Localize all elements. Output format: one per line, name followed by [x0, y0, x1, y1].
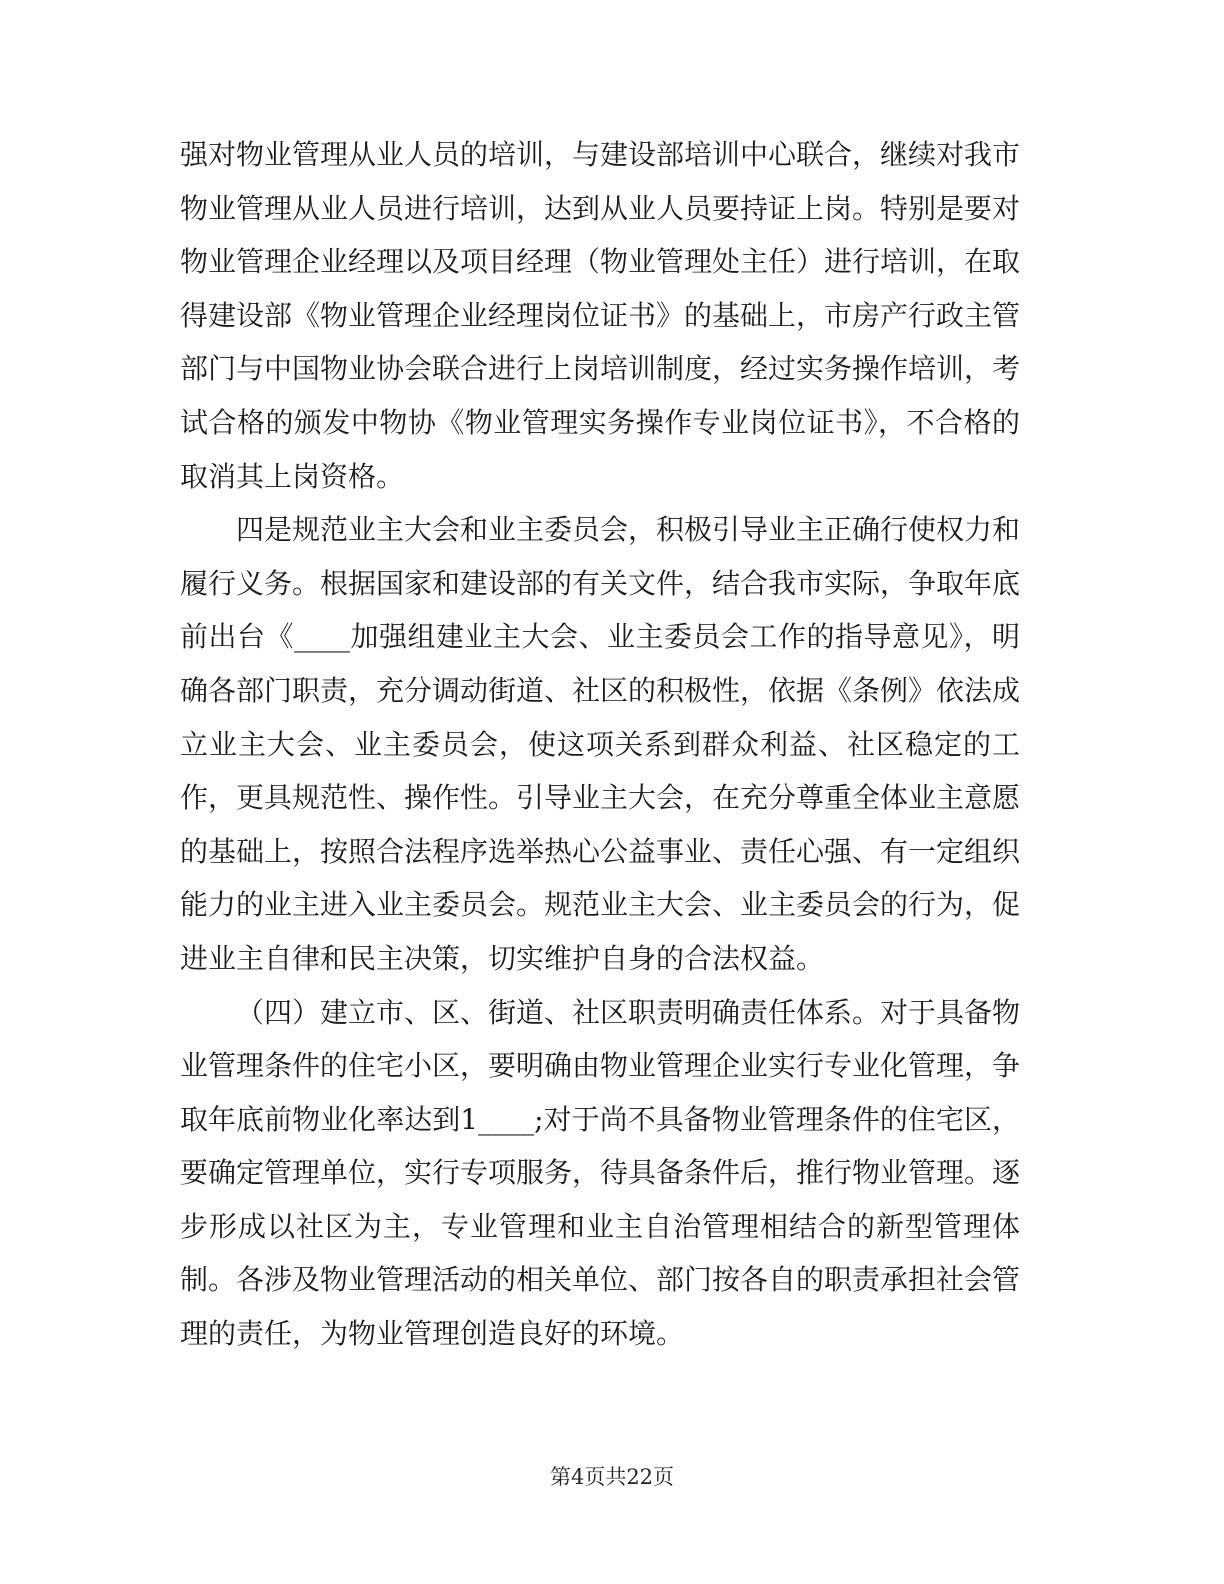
body-text	[180, 128, 1020, 1361]
paragraph-owners-assembly: 四是规范业主大会和业主委员会，积极引导业主正确行使权力和履行义务。根据国家和建设部的有关文件，结合我市实际，争取年底前出台《____加强组建业主大会、业主委员会工作的指导意见》，明确各部门职责，充分调动街道、社区的积极性，依据《条例》依法成立业主大会、业主委员会，使这项关系到群众利益、社区稳定的工作，更具规范性、操作性。引导业主大会，在充分尊重全体业主意愿的基础上，按照合法程序选举热心公益事业、责任心强、有一定组织能力的业主进入业主委员会。规范业主大会、业主委员会的行为，促进业主自律和民主决策，切实维护自身的合法权益。	[180, 513, 1021, 975]
page-number: 第4页共22页	[549, 1465, 675, 1489]
paragraph-responsibility-system: （四）建立市、区、街道、社区职责明确责任体系。对于具备物业管理条件的住宅小区，要明确由物业管理企业实行专业化管理，争取年底前物业化率达到1____;对于尚不具备物业管理条件的住宅区，要确定管理单位，实行专项服务，待具备条件后，推行物业管理。逐步形成以社区为主，专业管理和业主自治管理相结合的新型管理体制。各涉及物业管理活动的相关单位、部门按各自的职责承担社会管理的责任，为物业管理创造良好的环境。	[180, 995, 1021, 1351]
paragraph-training: 强对物业管理从业人员的培训，与建设部培训中心联合，继续对我市物业管理从业人员进行培训，达到从业人员要持证上岗。特别是要对物业管理企业经理以及项目经理（物业管理处主任）进行培训，在取得建设部《物业管理企业经理岗位证书》的基础上，市房产行政主管部门与中国物业协会联合进行上岗培训制度，经过实务操作培训，考试合格的颁发中物协《物业管理实务操作专业岗位证书》，不合格的取消其上岗资格。	[180, 138, 1021, 493]
